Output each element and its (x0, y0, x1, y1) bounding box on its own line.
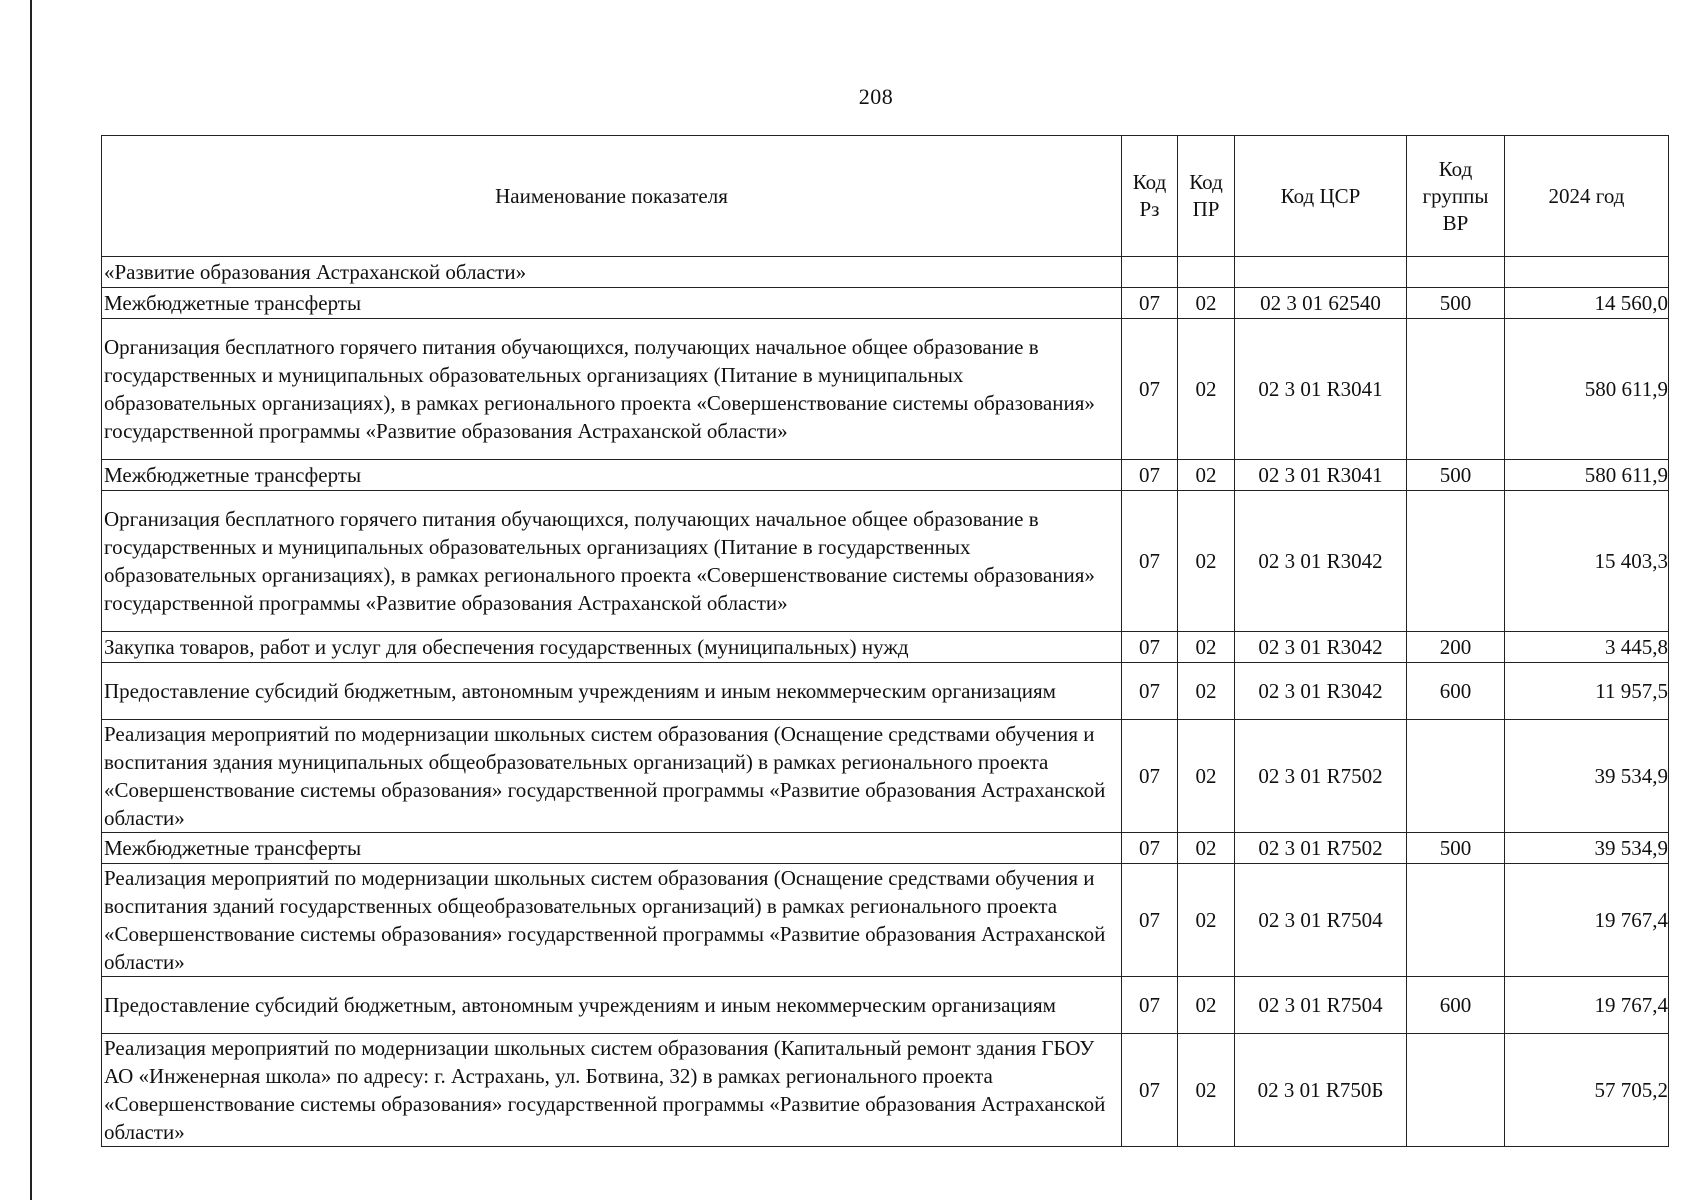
row-name: Закупка товаров, работ и услуг для обеспечения государственных (муниципальных) нужд (102, 632, 1122, 663)
row-rz: 07 (1122, 319, 1178, 460)
row-pr: 02 (1178, 632, 1235, 663)
row-pr: 02 (1178, 864, 1235, 977)
row-vr: 500 (1407, 460, 1505, 491)
binding-margin-line (30, 0, 32, 1200)
header-year: 2024 год (1505, 136, 1669, 257)
row-rz: 07 (1122, 833, 1178, 864)
header-csr: Код ЦСР (1235, 136, 1407, 257)
row-name: Организация бесплатного горячего питания обучающихся, получающих начальное общее образование в государственных и муниципальных образовательных организациях (Питание в государственных образовательных организациях), в рамках регионального проекта «Совершенствование системы образования» государственной программы «Развитие образования Астраханской области» (102, 491, 1122, 632)
row-pr (1178, 257, 1235, 288)
table-row (102, 1034, 1669, 1147)
row-pr: 02 (1178, 1034, 1235, 1147)
row-pr: 02 (1178, 288, 1235, 319)
row-csr: 02 3 01 R7502 (1235, 833, 1407, 864)
row-vr (1407, 257, 1505, 288)
table-row (102, 491, 1669, 632)
row-rz: 07 (1122, 864, 1178, 977)
table-row (102, 460, 1669, 491)
header-name: Наименование показателя (102, 136, 1122, 257)
table-row (102, 288, 1669, 319)
row-vr (1407, 720, 1505, 833)
row-name: Межбюджетные трансферты (102, 288, 1122, 319)
row-rz: 07 (1122, 460, 1178, 491)
row-csr: 02 3 01 R750Б (1235, 1034, 1407, 1147)
header-pr: Код ПР (1178, 136, 1235, 257)
row-csr: 02 3 01 R7502 (1235, 720, 1407, 833)
row-csr: 02 3 01 R3041 (1235, 319, 1407, 460)
row-csr: 02 3 01 R3042 (1235, 632, 1407, 663)
table-row (102, 864, 1669, 977)
row-vr: 600 (1407, 663, 1505, 720)
table-row (102, 319, 1669, 460)
row-rz: 07 (1122, 663, 1178, 720)
row-csr: 02 3 01 R3041 (1235, 460, 1407, 491)
row-rz: 07 (1122, 288, 1178, 319)
header-rz: Код Рз (1122, 136, 1178, 257)
row-name: Реализация мероприятий по модернизации школьных систем образования (Капитальный ремонт здания ГБОУ АО «Инженерная школа» по адресу: г. Астрахань, ул. Ботвина, 32) в рамках регионального проекта «Совершенствование системы образования» государственной программы «Развитие образования Астраханской области» (102, 1034, 1122, 1147)
row-value (1505, 257, 1669, 288)
table-row (102, 663, 1669, 720)
row-value: 39 534,9 (1505, 833, 1669, 864)
table-row (102, 833, 1669, 864)
row-vr (1407, 864, 1505, 977)
row-name: «Развитие образования Астраханской области» (102, 257, 1122, 288)
header-vr: Код группы ВР (1407, 136, 1505, 257)
row-rz (1122, 257, 1178, 288)
row-pr: 02 (1178, 663, 1235, 720)
row-csr (1235, 257, 1407, 288)
row-pr: 02 (1178, 319, 1235, 460)
row-value: 57 705,2 (1505, 1034, 1669, 1147)
row-name: Межбюджетные трансферты (102, 460, 1122, 491)
row-value: 19 767,4 (1505, 977, 1669, 1034)
table-row (102, 720, 1669, 833)
row-pr: 02 (1178, 491, 1235, 632)
row-name: Предоставление субсидий бюджетным, автономным учреждениям и иным некоммерческим организациям (102, 977, 1122, 1034)
row-name: Реализация мероприятий по модернизации школьных систем образования (Оснащение средствами обучения и воспитания здания муниципальных общеобразовательных организаций) в рамках регионального проекта «Совершенствование системы образования» государственной программы «Развитие образования Астраханской области» (102, 720, 1122, 833)
row-vr (1407, 319, 1505, 460)
row-vr: 600 (1407, 977, 1505, 1034)
row-pr: 02 (1178, 977, 1235, 1034)
row-value: 580 611,9 (1505, 460, 1669, 491)
row-rz: 07 (1122, 977, 1178, 1034)
row-rz: 07 (1122, 1034, 1178, 1147)
row-value: 11 957,5 (1505, 663, 1669, 720)
table-row (102, 977, 1669, 1034)
row-vr: 500 (1407, 288, 1505, 319)
row-name: Предоставление субсидий бюджетным, автономным учреждениям и иным некоммерческим организациям (102, 663, 1122, 720)
row-pr: 02 (1178, 833, 1235, 864)
row-rz: 07 (1122, 632, 1178, 663)
row-csr: 02 3 01 R3042 (1235, 491, 1407, 632)
page-number: 208 (858, 84, 894, 109)
row-pr: 02 (1178, 720, 1235, 833)
row-name: Реализация мероприятий по модернизации школьных систем образования (Оснащение средствами обучения и воспитания зданий государственных общеобразовательных организаций) в рамках регионального проекта «Совершенствование системы образования» государственной программы «Развитие образования Астраханской области» (102, 864, 1122, 977)
row-vr (1407, 1034, 1505, 1147)
row-rz: 07 (1122, 720, 1178, 833)
table-row (102, 632, 1669, 663)
row-value: 39 534,9 (1505, 720, 1669, 833)
budget-table (101, 135, 1669, 1147)
row-pr: 02 (1178, 460, 1235, 491)
row-vr: 500 (1407, 833, 1505, 864)
row-name: Организация бесплатного горячего питания обучающихся, получающих начальное общее образование в государственных и муниципальных образовательных организациях (Питание в муниципальных образовательных организациях), в рамках регионального проекта «Совершенствование системы образования» государственной программы «Развитие образования Астраханской области» (102, 319, 1122, 460)
row-csr: 02 3 01 R7504 (1235, 864, 1407, 977)
row-csr: 02 3 01 R3042 (1235, 663, 1407, 720)
row-rz: 07 (1122, 491, 1178, 632)
row-csr: 02 3 01 R7504 (1235, 977, 1407, 1034)
row-value: 15 403,3 (1505, 491, 1669, 632)
row-value: 19 767,4 (1505, 864, 1669, 977)
row-value: 14 560,0 (1505, 288, 1669, 319)
header-row (102, 136, 1669, 257)
row-name: Межбюджетные трансферты (102, 833, 1122, 864)
row-csr: 02 3 01 62540 (1235, 288, 1407, 319)
row-value: 3 445,8 (1505, 632, 1669, 663)
table-row (102, 257, 1669, 288)
row-vr: 200 (1407, 632, 1505, 663)
row-vr (1407, 491, 1505, 632)
row-value: 580 611,9 (1505, 319, 1669, 460)
